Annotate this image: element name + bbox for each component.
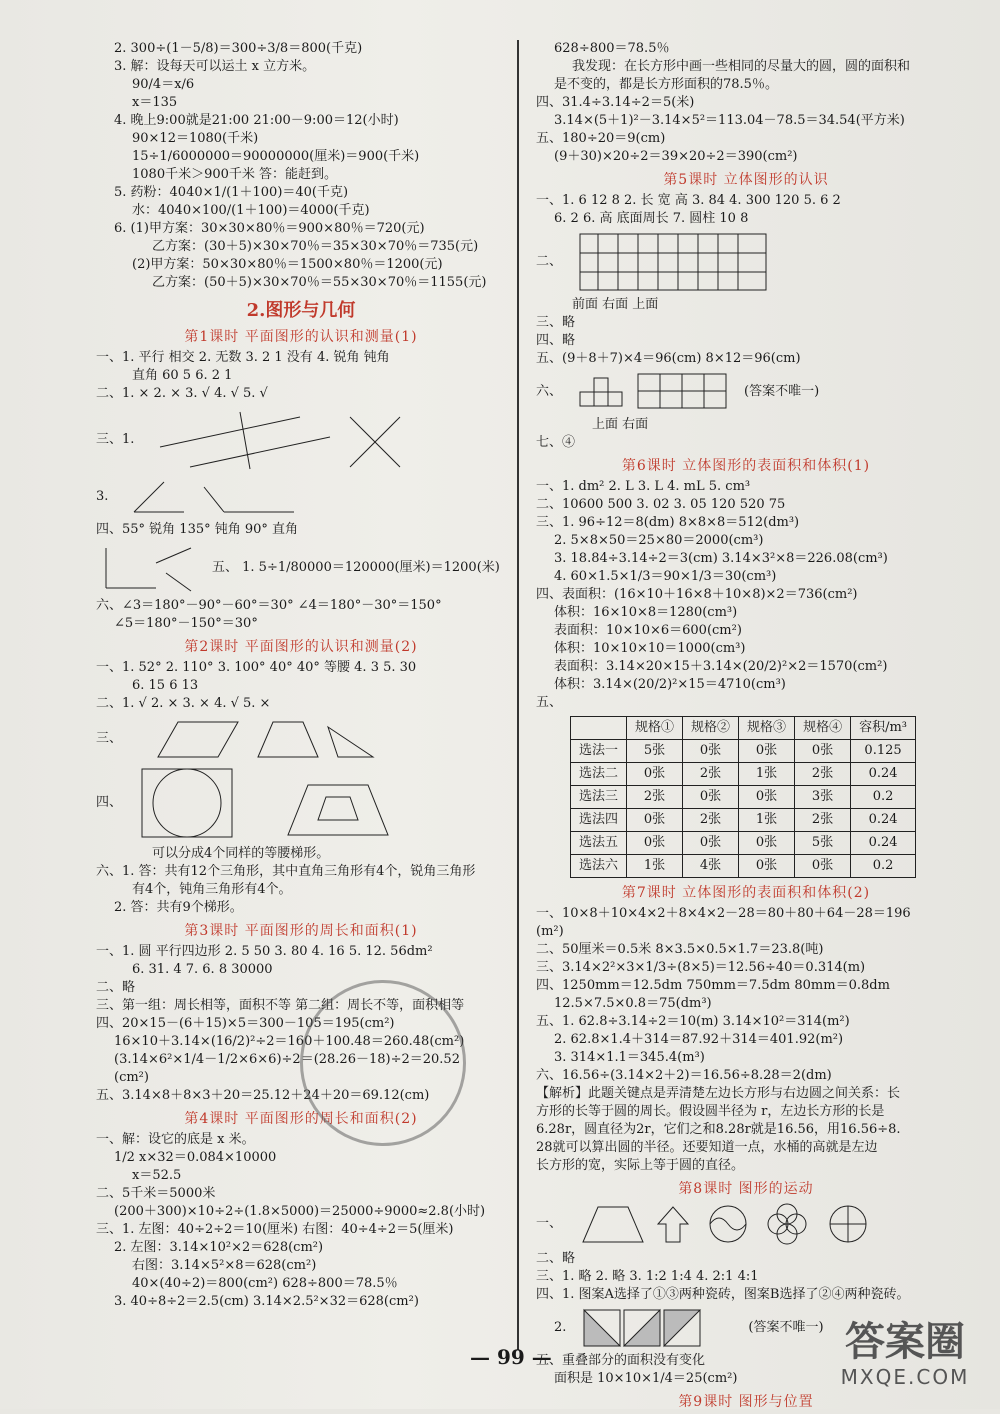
table-cell: 0张 [683, 786, 739, 809]
lesson-heading: 第1课时 平面图形的认识和测量(1) [184, 329, 418, 345]
answer-line: 2. 5×8×50＝25×80＝2000(cm³) [554, 533, 764, 548]
left-column [96, 40, 506, 1311]
answer-line: 一、1. 52° 2. 110° 3. 100° 40° 40° 等腰 4. 3 5. 30 [96, 660, 417, 675]
answer-line: 1080千米＞900千米 答：能赶到。 [132, 167, 338, 182]
table-cell: 0张 [739, 855, 795, 878]
answer-line: 五、重叠部分的面积没有变化 [536, 1353, 706, 1368]
answer-line: 五、 1. 5÷1/80000＝120000(厘米)＝1200(米) [212, 560, 500, 575]
table-cell: 1张 [739, 763, 795, 786]
table-cell: 2张 [683, 809, 739, 832]
answer-line: 一、解：设它的底是 x 米。 [96, 1132, 255, 1147]
answer-line: 4. 晚上9:00就是21:00 21:00－9:00＝12(小时) [114, 113, 399, 128]
lesson-heading: 第8课时 图形的运动 [678, 1181, 814, 1197]
height-drawings [138, 717, 378, 761]
answer-line: 15÷1/6000000＝90000000(厘米)＝900(千米) [132, 149, 420, 164]
answer-line: 3. 解：设每天可以运土 x 立方米。 [114, 59, 316, 74]
answer-line: 6. 31. 4 7. 6. 8 30000 [132, 962, 273, 977]
views-grid-figure [578, 232, 768, 292]
answer-line: 方形的长等于圆的周长。假设圆半径为 r，左边长方形的长是 [536, 1104, 885, 1119]
table-cell: 0.2 [851, 786, 916, 809]
answer-line: 二、略 [96, 980, 136, 995]
figure-row [536, 372, 956, 412]
table-header-cell: 规格① [627, 717, 683, 740]
table-cell: 选法二 [571, 763, 627, 786]
answer-line: 面积是 10×10×1/4＝25(cm²) [554, 1371, 738, 1386]
answer-line: 有4个，钝角三角形有4个。 [132, 882, 292, 897]
answer-line: 28就可以算出圆的半径。还要知道一点，水桶的高就是左边 [536, 1140, 878, 1155]
answer-line: 三、 [96, 731, 123, 746]
answer-line: 90/4＝x/6 [132, 77, 195, 92]
answer-line: 四、1250mm＝12.5dm 750mm＝7.5dm 80mm＝0.8dm [536, 978, 890, 993]
answer-line: 乙方案：(50＋5)×30×70％＝55×30×70％＝1155(元) [152, 275, 487, 290]
site-watermark [830, 1319, 980, 1399]
answer-line: 表面积：10×10×6＝600(cm²) [554, 623, 742, 638]
answer-line: 3. 40÷8÷2＝2.5(cm) 3.14×2.5²×32＝628(cm²) [114, 1294, 419, 1309]
answer-line: 二、 [536, 254, 563, 269]
answer-line: 一、1. 平行 相交 2. 无数 3. 2 1 没有 4. 锐角 钝角 [96, 350, 390, 365]
table-cell: 3张 [795, 786, 851, 809]
answer-line: 体积：16×10×8＝1280(cm³) [554, 605, 738, 620]
answer-line: 一、1. 圆 平行四边形 2. 5 50 3. 80 4. 16 5. 12. 56dm² [96, 944, 433, 959]
answer-line: 右图：3.14×5²×8＝628(cm²) [132, 1258, 317, 1273]
section-title: 2.图形与几何 [246, 300, 356, 321]
answer-line: 五、180÷20＝9(cm) [536, 131, 666, 146]
table-cell: 4张 [683, 855, 739, 878]
answer-line: 一、 [536, 1216, 563, 1231]
tile-pattern-figure [582, 1308, 732, 1348]
answer-line: 三、第一组：周长相等，面积不等 第二组：周长不等，面积相等 [96, 998, 465, 1013]
answer-line: (答案不唯一) [744, 384, 820, 399]
answer-line: (9＋30)×20÷2＝39×20÷2＝390(cm²) [554, 149, 798, 164]
answer-line: x＝52.5 [132, 1168, 182, 1183]
watermark-logo-text: 答案圈 [845, 1319, 965, 1365]
table-cell: 选法一 [571, 740, 627, 763]
table-cell: 1张 [739, 809, 795, 832]
answer-line: 6. 2 6. 高 底面周长 7. 圆柱 10 8 [554, 211, 749, 226]
table-cell: 0张 [627, 763, 683, 786]
figure-row [536, 1202, 956, 1246]
answer-line: 四、略 [536, 333, 576, 348]
answer-line: 2. 300÷(1－5/8)＝300÷3/8＝800(千克) [114, 41, 363, 56]
answer-line: 体积：3.14×(20/2)²×15＝4710(cm³) [554, 677, 786, 692]
figure-row [96, 717, 506, 761]
answer-line: 二、10600 500 3. 02 3. 05 120 520 75 [536, 497, 786, 512]
answer-line: (200＋300)×10÷2÷(1.8×5000)＝25000÷9000≈2.8(小时) [114, 1204, 486, 1219]
answer-line: 三、1. 略 2. 略 3. 1:2 1:4 4. 2:1 4:1 [536, 1269, 759, 1284]
answer-line: 乙方案：(30＋5)×30×70％＝35×30×70％＝735(元) [152, 239, 479, 254]
capacity-table [570, 716, 916, 878]
answer-line: 40×(40÷2)＝800(cm²) 628÷800＝78.5％ [132, 1276, 398, 1291]
map-figure [96, 543, 196, 593]
table-row [571, 786, 916, 809]
answer-line: 五、3.14×8＋8×3＋20＝25.12＋24＋20＝69.12(cm) [96, 1088, 430, 1103]
table-cell: 0张 [739, 786, 795, 809]
answer-line: 6. 15 6 13 [132, 678, 199, 693]
table-cell: 2张 [683, 763, 739, 786]
answer-line: 4. 60×1.5×1/3＝90×1/3＝30(cm³) [554, 569, 777, 584]
table-row [571, 855, 916, 878]
answer-line: (2)甲方案：50×30×80％＝1500×80％＝1200(元) [132, 257, 443, 272]
figure-row [536, 232, 956, 292]
answer-line: x＝135 [132, 95, 178, 110]
table-header-cell: 容积/m³ [851, 717, 916, 740]
table-row [571, 832, 916, 855]
answer-line: 直角 60 5 6. 2 1 [132, 368, 233, 383]
table-header-cell: 规格② [683, 717, 739, 740]
lesson-heading: 第2课时 平面图形的认识和测量(2) [184, 639, 418, 655]
table-row [571, 763, 916, 786]
table-header-cell [571, 717, 627, 740]
table-cell: 2张 [627, 786, 683, 809]
table-cell: 0.24 [851, 832, 916, 855]
cube-views-figure [578, 372, 728, 412]
answer-line: (3.14×6²×1/4－1/2×6×6)÷2＝(28.26－18)÷2＝20.52 [114, 1052, 460, 1067]
answer-line: 90×12＝1080(千米) [132, 131, 259, 146]
answer-line: 前面 右面 上面 [572, 297, 659, 312]
table-cell: 0.125 [851, 740, 916, 763]
answer-line: (答案不唯一) [748, 1320, 824, 1335]
right-column [536, 40, 956, 1414]
answer-line: 七、④ [536, 435, 576, 450]
answer-line: 3.14×(5＋1)²－3.14×5²＝113.04－78.5＝34.54(平方米) [554, 113, 905, 128]
answer-line: 四、55° 锐角 135° 钝角 90° 直角 [96, 522, 299, 537]
table-cell: 0.24 [851, 763, 916, 786]
table-cell: 选法五 [571, 832, 627, 855]
answer-line: 三、1. [96, 432, 135, 447]
answer-line: 一、1. dm² 2. L 3. L 4. mL 5. cm³ [536, 479, 751, 494]
answer-line: 可以分成4个同样的等腰梯形。 [152, 846, 330, 861]
answer-line: 水：4040×100/(1＋100)＝4000(千克) [132, 203, 370, 218]
figure-row [96, 543, 506, 593]
answer-line: 2. 答：共有9个梯形。 [114, 900, 243, 915]
answer-line: 【解析】此题关键点是弄清楚左边长方形与右边圆之间关系：长 [536, 1086, 901, 1101]
answer-line: 5. 药粉：4040×1/(1＋100)＝40(千克) [114, 185, 349, 200]
answer-line: 六、16.56÷(3.14×2＋2)＝16.56÷8.28＝2(dm) [536, 1068, 832, 1083]
table-cell: 0张 [683, 832, 739, 855]
answer-line: (m²) [536, 924, 564, 939]
table-cell: 选法六 [571, 855, 627, 878]
answer-line: 6.28r，圆直径为2r，它们之和8.28r就是16.56，用16.56÷8. [536, 1122, 901, 1137]
circle-square-figure [138, 765, 398, 841]
answer-line: 3. 314×1.1＝345.4(m³) [554, 1050, 705, 1065]
table-cell: 0.24 [851, 809, 916, 832]
column-divider [517, 40, 519, 1350]
answer-line: 6. (1)甲方案：30×30×80％＝900×80％＝720(元) [114, 221, 425, 236]
answer-line: 3. 18.84÷3.14÷2＝3(cm) 3.14×3²×8＝226.08(cm³) [554, 551, 888, 566]
table-cell: 0张 [739, 740, 795, 763]
answer-line: 一、1. 6 12 8 2. 长 宽 高 3. 84 4. 300 120 5. 6 2 [536, 193, 841, 208]
page-number: — 99 — [470, 1345, 552, 1369]
answer-line: 1/2 x×32＝0.084×10000 [114, 1150, 277, 1165]
table-row [571, 809, 916, 832]
table-cell: 2张 [795, 763, 851, 786]
figure-row [96, 407, 506, 473]
answer-line: 四、31.4÷3.14÷2＝5(米) [536, 95, 695, 110]
answer-line: 二、50厘米＝0.5米 8×3.5×0.5×1.7＝23.8(吨) [536, 942, 824, 957]
answer-line: 628÷800＝78.5％ [554, 41, 670, 56]
table-cell: 0张 [683, 740, 739, 763]
answer-line: 二、1. × 2. × 3. √ 4. √ 5. √ [96, 386, 268, 401]
table-cell: 2张 [795, 809, 851, 832]
answer-line: 体积：10×10×10＝1000(cm³) [554, 641, 746, 656]
table-cell: 1张 [627, 855, 683, 878]
lesson-heading: 第9课时 图形与位置 [678, 1394, 814, 1410]
answer-line: 12.5×7.5×0.8＝75(dm³) [554, 996, 712, 1011]
answer-line: 长方形的宽，实际上等于圆的直径。 [536, 1158, 745, 1173]
table-header-cell: 规格④ [795, 717, 851, 740]
figure-row [96, 477, 506, 517]
answer-line: 上面 右面 [592, 417, 649, 432]
answer-line: 六、∠3＝180°－90°－60°＝30° ∠4＝180°－30°＝150° [96, 598, 442, 613]
answer-line: 我发现：在长方形中画一些相同的尽量大的圆，圆的面积和 [572, 59, 911, 74]
answer-line: 二、5千米＝5000米 [96, 1186, 216, 1201]
answer-line: 三、3.14×2²×3×1/3÷(8×5)＝12.56÷40＝0.314(m) [536, 960, 866, 975]
lesson-heading: 第3课时 平面图形的周长和面积(1) [184, 923, 418, 939]
table-cell: 选法三 [571, 786, 627, 809]
answer-line: 二、略 [536, 1251, 576, 1266]
watermark-url: MXQE.COM [840, 1365, 970, 1389]
answer-line: 2. [554, 1320, 567, 1335]
table-cell: 5张 [795, 832, 851, 855]
answer-line: 五、(9＋8＋7)×4＝96(cm) 8×12＝96(cm) [536, 351, 801, 366]
table-cell: 5张 [627, 740, 683, 763]
table-cell: 0张 [627, 832, 683, 855]
table-cell: 0张 [739, 832, 795, 855]
answer-line: 六、 [536, 384, 563, 399]
table-cell: 0张 [627, 809, 683, 832]
answer-line: 是不变的，都是长方形面积的78.5％。 [554, 77, 778, 92]
answer-line: 3. [96, 489, 109, 504]
table-cell: 选法四 [571, 809, 627, 832]
angle-figure [124, 477, 344, 517]
answer-line: 二、1. √ 2. × 3. × 4. √ 5. × [96, 696, 271, 711]
table-cell: 0.2 [851, 855, 916, 878]
answer-line: 一、10×8＋10×4×2＋8×4×2－28＝80＋80＋64－28＝196 [536, 906, 911, 921]
answer-line: 四、表面积：(16×10＋16×8＋10×8)×2＝736(cm²) [536, 587, 858, 602]
answer-line: 表面积：3.14×20×15＋3.14×(20/2)²×2＝1570(cm²) [554, 659, 888, 674]
lesson-heading: 第7课时 立体图形的表面积和体积(2) [621, 885, 871, 901]
answer-line: 三、略 [536, 315, 576, 330]
table-header-row [571, 717, 916, 740]
figure-row [96, 765, 506, 841]
lesson-heading: 第4课时 平面图形的周长和面积(2) [184, 1111, 418, 1127]
answer-line: 2. 62.8×1.4＋314＝87.92＋314＝401.92(m²) [554, 1032, 844, 1047]
lesson-heading: 第6课时 立体图形的表面积和体积(1) [621, 458, 871, 474]
answer-line: 六、1. 答：共有12个三角形，其中直角三角形有4个，锐角三角形 [96, 864, 476, 879]
answer-line: 四、20×15－(6＋15)×5＝300－105＝195(cm²) [96, 1016, 395, 1031]
answer-line: 五、1. 62.8÷3.14÷2＝10(m) 3.14×10²＝314(m²) [536, 1014, 850, 1029]
answer-line: 五、 [536, 695, 563, 710]
answer-line: 三、1. 左图：40÷2÷2＝10(厘米) 右图：40÷4÷2＝5(厘米) [96, 1222, 454, 1237]
answer-line: 四、 [96, 795, 123, 810]
answer-line: 16×10＋3.14×(16/2)²÷2＝160＋100.48＝260.48(cm²) [114, 1034, 465, 1049]
ink-stamp [300, 980, 466, 1146]
table-cell: 0张 [795, 740, 851, 763]
table-header-cell: 规格③ [739, 717, 795, 740]
symmetry-figures [578, 1202, 878, 1246]
answer-line: ∠5＝180°－150°＝30° [114, 616, 258, 631]
table-row [571, 740, 916, 763]
answer-line: (cm²) [114, 1070, 149, 1085]
lesson-heading: 第5课时 立体图形的认识 [663, 172, 829, 188]
parallel-lines-figure [150, 407, 410, 473]
table-cell: 0张 [795, 855, 851, 878]
answer-line: 2. 左图：3.14×10²×2＝628(cm²) [114, 1240, 324, 1255]
answer-line: 四、1. 图案A选择了①③两种瓷砖，图案B选择了②④两种瓷砖。 [536, 1287, 910, 1302]
answer-line: 三、1. 96÷12＝8(dm) 8×8×8＝512(dm³) [536, 515, 800, 530]
